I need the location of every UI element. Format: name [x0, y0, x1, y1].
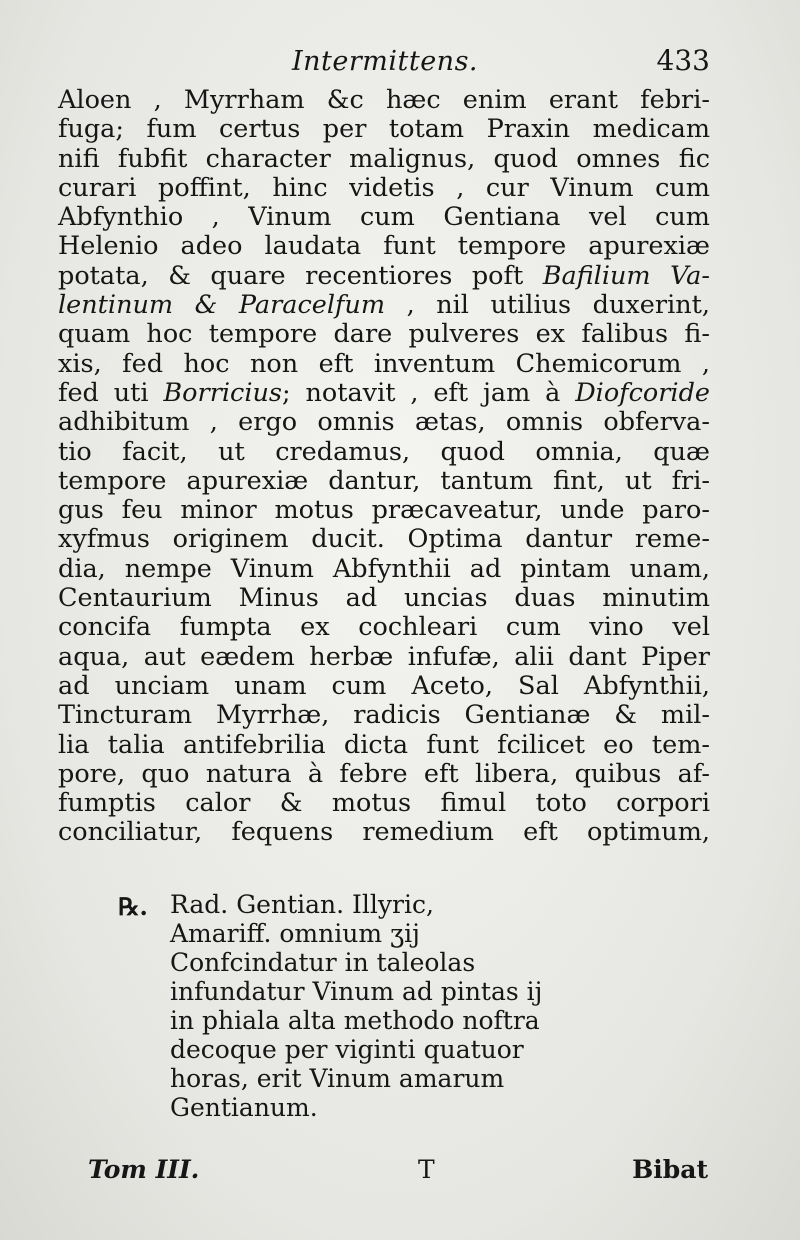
text-segment: Abfynthio , Vinum cum Gentiana vel cum: [58, 202, 710, 233]
text-line: [58, 262, 710, 291]
volume-signature: Tom III.: [88, 1155, 200, 1184]
text-line: [58, 174, 710, 203]
text-line: [58, 731, 710, 760]
page-header: [60, 38, 710, 88]
recipe-line: horas, erit Vinum amarum: [170, 1064, 505, 1093]
italic-segment: lentinum & Paracelfum: [58, 290, 386, 321]
text-segment: tempore apurexiæ dantur, tantum fint, ut fri-: [58, 465, 710, 496]
recipe-lines: [118, 890, 598, 1122]
text-line: [58, 672, 710, 701]
text-line: [58, 643, 710, 672]
text-line: [58, 408, 710, 437]
text-segment: aqua, aut eædem herbæ infufæ, alii dant Piper: [58, 641, 710, 672]
text-line: [58, 438, 710, 467]
body-text: [58, 86, 710, 848]
italic-segment: Bafilium Va-: [542, 260, 710, 291]
text-line: [58, 555, 710, 584]
text-line: [58, 760, 710, 789]
text-segment: nifi fubfit character malignus, quod omnes fic: [58, 143, 710, 174]
text-segment: dia, nempe Vinum Abfynthii ad pintam unam,: [58, 553, 710, 584]
text-line: [58, 86, 710, 115]
text-line: [58, 496, 710, 525]
text-line: [58, 467, 710, 496]
text-line: [58, 818, 710, 847]
text-line: [58, 701, 710, 730]
sheet-mark: T: [418, 1155, 435, 1184]
text-segment: Aloen , Myrrham &c hæc enim erant febri-: [58, 85, 710, 115]
text-segment: lia talia antifebrilia dicta funt fcilicet eo tem-: [58, 729, 710, 760]
text-segment: ; notavit , eft jam à: [282, 377, 576, 408]
catchword: Bibat: [632, 1155, 708, 1184]
running-title: Intermittens.: [291, 46, 479, 77]
recipe-line: decoque per viginti quatuor: [170, 1035, 524, 1064]
text-segment: quam hoc tempore dare pulveres ex falibus fi-: [58, 319, 710, 350]
text-line: [58, 350, 710, 379]
text-line: [58, 232, 710, 261]
text-line: [58, 613, 710, 642]
text-segment: ad unciam unam cum Aceto, Sal Abfynthii,: [58, 670, 710, 701]
recipe-line: infundatur Vinum ad pintas ij: [170, 977, 543, 1006]
text-line: [58, 145, 710, 174]
italic-segment: Borricius: [163, 377, 282, 408]
text-line: [58, 789, 710, 818]
page-footer: [88, 1155, 708, 1195]
text-line: [58, 203, 710, 232]
text-segment: potata, & quare recentiores poft: [58, 260, 543, 291]
text-segment: Centaurium Minus ad uncias duas minutim: [58, 583, 710, 614]
text-segment: fuga; fum certus per totam Praxin medicam: [58, 114, 710, 145]
italic-segment: Diofcoride: [575, 377, 711, 408]
text-segment: pore, quo natura à febre eft libera, quibus af-: [58, 758, 710, 789]
text-segment: xyfmus originem ducit. Optima dantur reme-: [58, 524, 710, 555]
text-segment: , nil utilius duxerint,: [385, 290, 711, 321]
recipe-line: Rad. Gentian. Illyric,: [170, 890, 434, 919]
text-segment: Tincturam Myrrhæ, radicis Gentianæ & mil-: [58, 700, 710, 731]
text-line: [58, 115, 710, 144]
text-line: [58, 379, 710, 408]
text-segment: fumptis calor & motus fimul toto corpori: [58, 788, 710, 819]
text-segment: gus feu minor motus præcaveatur, unde paro-: [58, 495, 710, 526]
text-line: [58, 584, 710, 613]
text-segment: fed uti: [58, 377, 164, 408]
recipe-line: in phiala alta methodo noftra: [170, 1006, 540, 1035]
text-segment: concifa fumpta ex cochleari cum vino vel: [58, 612, 710, 643]
recipe-symbol: ℞.: [118, 892, 148, 921]
text-line: [58, 320, 710, 349]
recipe-line: Amariff. omnium ʒij: [170, 919, 420, 948]
text-line: [58, 525, 710, 554]
recipe-block: [118, 890, 598, 1122]
text-segment: adhibitum , ergo omnis ætas, omnis obferva-: [58, 407, 710, 438]
text-segment: tio facit, ut credamus, quod omnia, quæ: [58, 436, 710, 467]
text-segment: Helenio adeo laudata funt tempore apurexiæ: [58, 231, 710, 262]
recipe-line: Gentianum.: [170, 1093, 318, 1122]
recipe-line: Confcindatur in taleolas: [170, 948, 476, 977]
text-segment: conciliatur, fequens remedium eft optimum,: [58, 817, 710, 848]
page-number: 433: [656, 44, 710, 77]
text-segment: curari poffint, hinc videtis , cur Vinum cum: [58, 172, 710, 203]
text-segment: xis, fed hoc non eft inventum Chemicorum ,: [58, 348, 710, 379]
text-line: [58, 291, 710, 320]
